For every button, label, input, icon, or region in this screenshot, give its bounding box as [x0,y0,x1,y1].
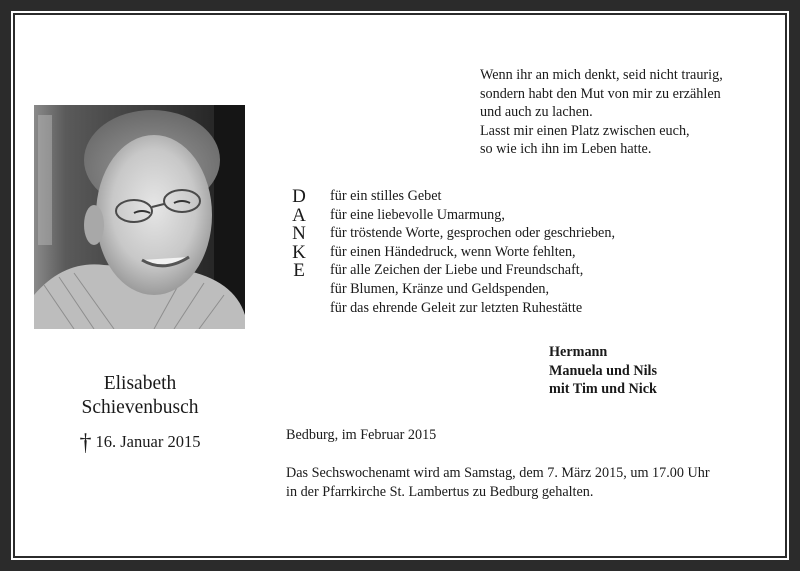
poem-line: sondern habt den Mut von mir zu erzählen [480,85,721,102]
danke-letter: N [292,223,306,244]
danke-letter: E [293,260,305,281]
thanks-line: für alle Zeichen der Liebe und Freundschaft, [330,262,584,279]
portrait-photo [34,105,245,329]
deceased-name [40,372,240,420]
thanks-list [330,187,690,317]
thanks-line: für tröstende Worte, gesprochen oder geschrieben, [330,225,615,242]
danke-letter: D [292,186,306,207]
mass-line: Das Sechswochenamt wird am Samstag, dem 7. März 2015, um 17.00 Uhr [286,465,710,481]
poem-line: so wie ich ihn im Leben hatte. [480,141,652,158]
cross-icon: † [79,430,92,456]
poem [480,66,780,159]
thanks-line: für das ehrende Geleit zur letzten Ruhestätte [330,299,583,316]
signer-line: Manuela und Nils [549,362,658,379]
poem-line: Lasst mir einen Platz zwischen euch, [480,122,690,139]
thanks-line: für einen Händedruck, wenn Worte fehlten, [330,243,576,260]
mass-line: in der Pfarrkirche St. Lambertus zu Bedburg gehalten. [286,483,594,500]
mass-notice [286,464,776,501]
danke-vertical [288,188,310,281]
deceased-last-name: Schievenbusch [81,397,199,418]
place-date: Bedburg, im Februar 2015 [286,427,437,443]
poem-line: Wenn ihr an mich denkt, seid nicht traurig, [480,67,723,83]
deceased-first-name: Elisabeth [103,373,177,394]
death-date: 16. Januar 2015 [95,432,201,451]
poem-line: und auch zu lachen. [480,104,593,121]
danke-letter: A [292,204,306,226]
signer-line: mit Tim und Nick [549,381,657,398]
danke-letter: K [292,241,306,263]
signer-line: Hermann [549,344,608,360]
death-date-line [40,431,240,454]
thanks-line: für ein stilles Gebet [330,188,442,204]
signers [549,343,749,399]
thanks-line: für eine liebevolle Umarmung, [330,206,505,223]
thanks-line: für Blumen, Kränze und Geldspenden, [330,280,550,297]
